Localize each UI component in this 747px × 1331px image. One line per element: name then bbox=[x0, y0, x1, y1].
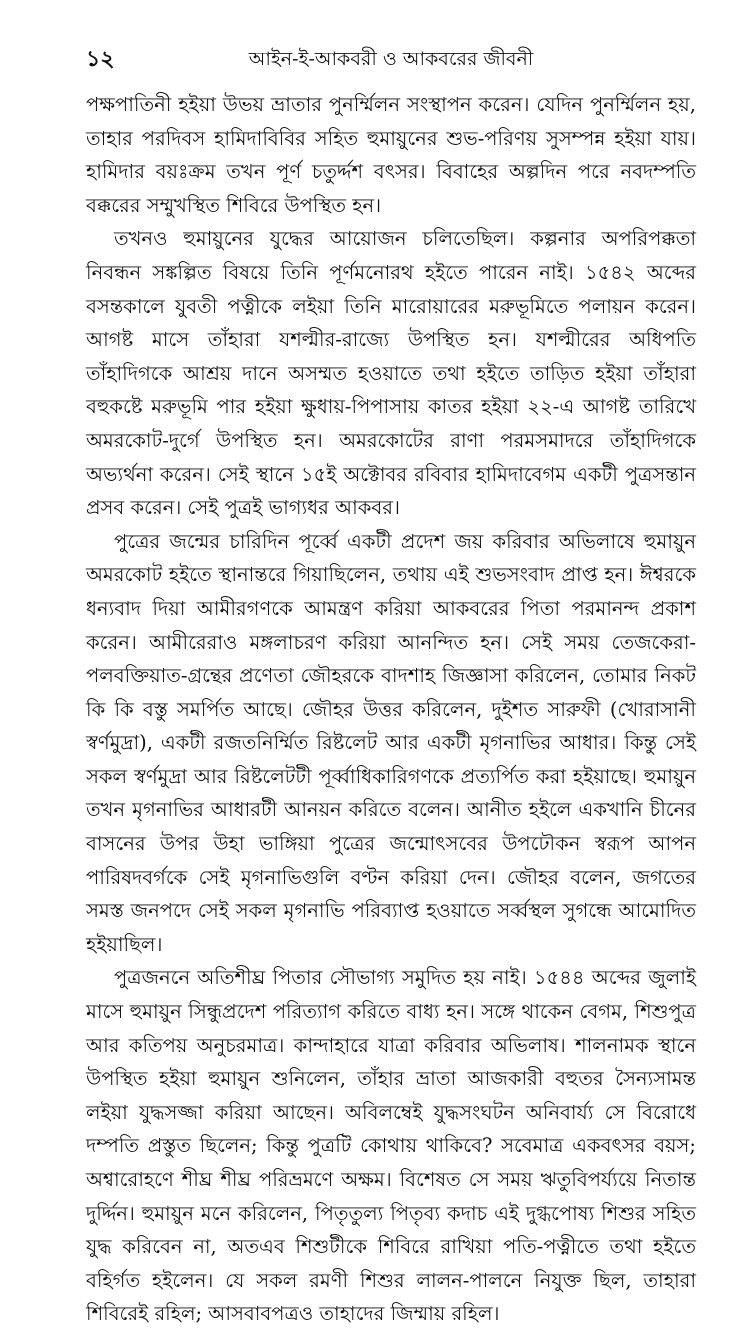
paragraph: তখনও হুমায়ুনের যুদ্ধের আয়োজন চলিতেছিল। কল্পনার অপরিপক্কতা নিবন্ধন সঙ্কল্পিত বিষয়ে তিনি পূর্ণমনোরথ হইতে পারেন নাই। ১৫৪২ অব্দের বসন্তকালে যুবতী পত্নীকে লইয়া তিনি মারোয়ারের মরুভূমিতে পলায়ন করেন। আগষ্ট মাসে তাঁহারা যশল্মীর-রাজ্যে উপস্থিত হন। যশল্মীরের অধিপতি তাঁহাদিগকে আশ্রয় দানে অসম্মত হওয়াতে তথা হইতে তাড়িত হইয়া তাঁহারা বহুকষ্টে মরুভূমি পার হইয়া ক্ষুধায়-পিপাসায় কাতর হইয়া ২২-এ আগষ্ট তারিখে অমরকোট-দুর্গে উপস্থিত হন। অমরকোটের রাণা পরমসমাদরে তাঁহাদিগকে অভ্যর্থনা করেন। সেই স্থানে ১৫ই অক্টোবর রবিবার হামিদাবেগম একটী পুত্রসন্তান প্রসব করেন। সেই পুত্রই ভাগ্যধর আকবর। bbox=[86, 227, 696, 520]
paragraph: পুত্রজননে অতিশীঘ্র পিতার সৌভাগ্য সমুদিত হয় নাই। ১৫৪৪ অব্দের জুলাই মাসে হুমায়ুন সিন্ধুপ্রদেশ পরিত্যাগ করিতে বাধ্য হন। সঙ্গে থাকেন বেগম, শিশুপুত্র আর কতিপয় অনুচরমাত্র। কান্দাহারে যাত্রা করিবার অভিলাষ। শালনামক স্থানে উপস্থিত হইয়া হুমায়ুন শুনিলেন, তাঁহার ভ্রাতা আজকারী বহুতর সৈন্যসামন্ত লইয়া যুদ্ধসজ্জা করিয়া আছেন। অবিলম্বেই যুদ্ধসংঘটন অনিবার্য্য সে বিরোধে দম্পতি প্রস্তুত ছিলেন; কিন্তু পুত্রটি কোথায় থাকিবে? সবেমাত্র একবৎসর বয়স; অশ্বারোহণে শীঘ্র শীঘ্র পরিভ্রমণে অক্ষম। বিশেষত সে সময় ঋতুবিপর্য্যয়ে নিতান্ত দুর্দ্দিন। হুমায়ুন মনে করিলেন, পিতৃতুল্য পিতৃব্য কদাচ এই দুগ্ধপোষ্য শিশুর সহিত যুদ্ধ করিবেন না, অতএব শিশুটীকে শিবিরে রাখিয়া পতি-পত্নীতে তথা হইতে বহির্গত হইলেন। যে সকল রমণী শিশুর লালন-পালনে নিযুক্ত ছিল, তাহারা শিবিরেই রহিল; আসবাবপত্রও তাহাদের জিম্মায় রহিল। bbox=[86, 966, 696, 1326]
paragraph: পুত্রের জন্মের চারিদিন পূর্ব্বে একটী প্রদেশ জয় করিবার অভিলাষে হুমায়ুন অমরকোট হইতে স্থানান্তরে গিয়াছিলেন, তথায় এই শুভসংবাদ প্রাপ্ত হন। ঈশ্বরকে ধন্যবাদ দিয়া আমীরগণকে আমন্ত্রণ করিয়া আকবরের পিতা পরমানন্দ প্রকাশ করেন। আমীরেরাও মঙ্গলাচরণ করিয়া আনন্দিত হন। সেই সময় তেজকেরা-পলবক্তিয়াত-গ্রন্থের প্রণেতা জৌহরকে বাদশাহ জিজ্ঞাসা করিলেন, তোমার নিকট কি কি বস্তু সমর্পিত আছে। জৌহর উত্তর করিলেন, দুইশত সারুফী (খোরাসানী স্বর্ণমুদ্রা), একটী রজতনির্ম্মিত রিষ্টলেট আর একটী মৃগনাভির আধার। কিন্তু সেই সকল স্বর্ণমুদ্রা আর রিষ্টলেটটী পূর্ব্বাধিকারিগণকে প্রত্যর্পিত করা হইয়াছে। হুমায়ুন তখন মৃগনাভির আধারটী আনয়ন করিতে বলেন। আনীত হইলে একখানি চীনের বাসনের উপর উহা ভাঙ্গিয়া পুত্রের জন্মোৎসবের উপঢৌকন স্বরূপ আপন পারিষদবর্গকে সেই মৃগনাভিগুলি বণ্টন করিয়া দেন। জৌহর বলেন, জগতের সমস্ত জনপদে সেই সকল মৃগনাভি পরিব্যাপ্ত হওয়াতে সর্ব্বস্থল সুগন্ধে আমোদিত হইয়াছিল। bbox=[86, 529, 696, 956]
page-header bbox=[86, 44, 696, 74]
body-text bbox=[86, 88, 696, 1331]
page-number: ১২ bbox=[86, 46, 115, 72]
paragraph: পক্ষপাতিনী হইয়া উভয় ভ্রাতার পুনর্ম্মিলন সংস্থাপন করেন। যেদিন পুনর্ম্মিলন হয়, তাহার পরদিবস হামিদাবিবির সহিত হুমায়ুনের শুভ-পরিণয় সুসম্পন্ন হইয়া যায়। হামিদার বয়ঃক্রম তখন পূর্ণ চতুর্দ্দশ বৎসর। বিবাহের অল্পদিন পরে নবদম্পতি বক্করের সম্মুখস্থিত শিবিরে উপস্থিত হন। bbox=[86, 93, 696, 217]
running-title: আইন-ই-আকবরী ও আকবরের জীবনী bbox=[248, 48, 534, 70]
